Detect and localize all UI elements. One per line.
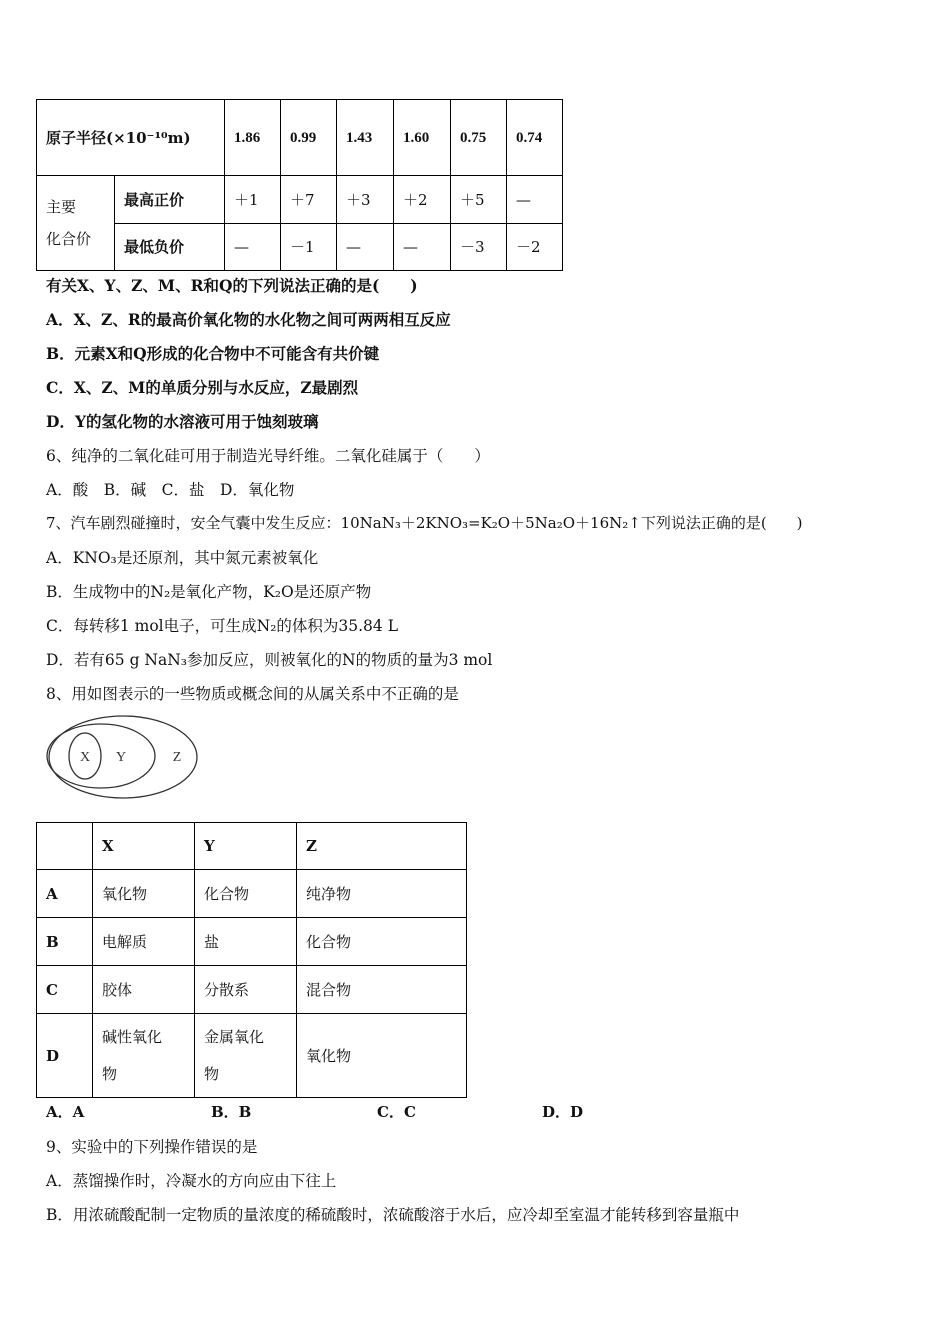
max-valence-value: ＋7 (281, 176, 337, 224)
q5-option-c: C．X、Z、M的单质分别与水反应，Z最剧烈 (46, 378, 359, 397)
classification-table (36, 822, 467, 1098)
valence-group-label-line1: 主要 (46, 198, 77, 216)
q8-answer-d: D．D (542, 1103, 584, 1121)
q5-option-a: A．X、Z、R的最高价氧化物的水化物之间可两两相互反应 (46, 310, 451, 329)
table-row (37, 870, 467, 918)
q5-option-b: B．元素X和Q形成的化合物中不可能含有共价键 (46, 344, 380, 363)
table-row (37, 966, 467, 1014)
table-cell: 金属氧化物 (195, 1014, 297, 1098)
q8-answer-a: A．A (46, 1103, 85, 1121)
min-valence-label: 最低负价 (115, 224, 225, 271)
valence-group-label-line2: 化合价 (46, 230, 92, 248)
header-cell: Z (297, 823, 467, 870)
table-cell: 纯净物 (297, 870, 467, 918)
set-z-label: Z (172, 750, 182, 765)
max-valence-value: ＋5 (451, 176, 507, 224)
q7-stem: 7、汽车剧烈碰撞时，安全气囊中发生反应：10NaN₃＋2KNO₃=K₂O＋5Na₂O＋16N₂↑下列说法正确的是( ) (46, 514, 803, 532)
xyz-inclusion-diagram (44, 713, 200, 803)
q6-stem: 6、纯净的二氧化硅可用于制造光导纤维。二氧化硅属于（ ） (46, 447, 490, 465)
q5-stem: 有关X、Y、Z、M、R和Q的下列说法正确的是( ) (46, 276, 418, 295)
table-row (37, 1014, 467, 1098)
max-valence-value: — (507, 176, 563, 224)
table-cell: 化合物 (297, 918, 467, 966)
table-cell: 碱性氧化物 (93, 1014, 195, 1098)
q8-answer-c: C．C (377, 1103, 416, 1121)
max-valence-value: ＋1 (225, 176, 281, 224)
q8-answer-b: B．B (211, 1103, 252, 1121)
table-cell: 混合物 (297, 966, 467, 1014)
table-cell: 化合物 (195, 870, 297, 918)
q9-stem: 9、实验中的下列操作错误的是 (46, 1138, 258, 1156)
q7-option-a: A．KNO₃是还原剂，其中氮元素被氧化 (46, 549, 319, 567)
valence-group-label (37, 176, 115, 271)
radius-value: 1.43 (337, 100, 394, 176)
q7-option-b: B．生成物中的N₂是氧化产物，K₂O是还原产物 (46, 583, 372, 601)
q5-option-d: D．Y的氢化物的水溶液可用于蚀刻玻璃 (46, 412, 319, 431)
table-cell: 氧化物 (93, 870, 195, 918)
min-valence-value: — (225, 224, 281, 271)
row-label: A (37, 870, 93, 918)
set-x-label: X (79, 750, 91, 765)
row-label: C (37, 966, 93, 1014)
row-label: B (37, 918, 93, 966)
radius-value: 0.74 (507, 100, 563, 176)
row-label: D (37, 1014, 93, 1098)
table-cell: 氧化物 (297, 1014, 467, 1098)
q9-option-a: A．蒸馏操作时，冷凝水的方向应由下往上 (46, 1172, 337, 1190)
q7-option-c: C．每转移1 mol电子，可生成N₂的体积为35.84 L (46, 617, 399, 635)
table-cell: 分散系 (195, 966, 297, 1014)
max-valence-value: ＋3 (337, 176, 394, 224)
max-valence-label: 最高正价 (115, 176, 225, 224)
radius-value: 1.60 (394, 100, 451, 176)
q8-stem: 8、用如图表示的一些物质或概念间的从属关系中不正确的是 (46, 685, 459, 703)
min-valence-value: — (394, 224, 451, 271)
radius-value: 0.99 (281, 100, 337, 176)
element-property-table (36, 99, 563, 271)
table-row (37, 918, 467, 966)
header-cell (37, 823, 93, 870)
table-cell: 胶体 (93, 966, 195, 1014)
header-cell: X (93, 823, 195, 870)
min-valence-value: －2 (507, 224, 563, 271)
radius-label: 原子半径(×10⁻¹⁰m) (37, 100, 225, 176)
q9-option-b: B．用浓硫酸配制一定物质的量浓度的稀硫酸时，浓硫酸溶于水后，应冷却至室温才能转移到容量瓶中 (46, 1206, 740, 1224)
q7-option-d: D．若有65 g NaN₃参加反应，则被氧化的N的物质的量为3 mol (46, 651, 493, 669)
table-cell: 盐 (195, 918, 297, 966)
table-cell: 电解质 (93, 918, 195, 966)
set-y-label: Y (115, 750, 127, 765)
min-valence-value: — (337, 224, 394, 271)
max-valence-value: ＋2 (394, 176, 451, 224)
radius-value: 1.86 (225, 100, 281, 176)
radius-value: 0.75 (451, 100, 507, 176)
header-cell: Y (195, 823, 297, 870)
min-valence-value: －1 (281, 224, 337, 271)
min-valence-value: －3 (451, 224, 507, 271)
q6-options: A．酸 B．碱 C．盐 D．氧化物 (46, 481, 295, 499)
